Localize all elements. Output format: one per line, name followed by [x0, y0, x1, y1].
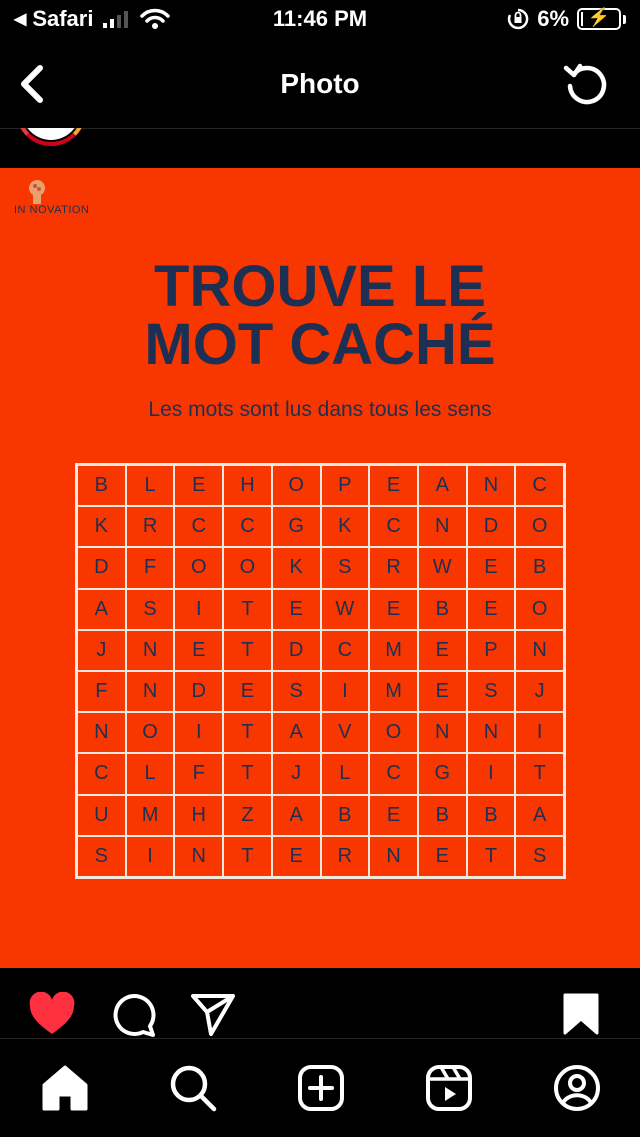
- grid-cell: T: [467, 836, 516, 877]
- grid-cell: R: [321, 836, 370, 877]
- grid-cell: I: [467, 753, 516, 794]
- grid-cell: A: [272, 795, 321, 836]
- status-bar: [0, 0, 640, 40]
- grid-cell: E: [369, 465, 418, 506]
- grid-cell: K: [321, 506, 370, 547]
- tab-search[interactable]: [168, 1063, 218, 1113]
- comment-button[interactable]: [110, 992, 156, 1043]
- grid-cell: R: [126, 506, 175, 547]
- grid-cell: L: [126, 753, 175, 794]
- grid-cell: V: [321, 712, 370, 753]
- grid-cell: O: [126, 712, 175, 753]
- grid-cell: C: [77, 753, 126, 794]
- grid-cell: D: [272, 630, 321, 671]
- charging-bolt-icon: ⚡: [587, 7, 611, 27]
- tab-reels[interactable]: [424, 1063, 474, 1113]
- grid-cell: C: [321, 630, 370, 671]
- grid-cell: T: [223, 630, 272, 671]
- grid-cell: O: [223, 547, 272, 588]
- grid-cell: D: [77, 547, 126, 588]
- grid-cell: N: [467, 712, 516, 753]
- grid-cell: I: [174, 712, 223, 753]
- tab-profile[interactable]: [552, 1063, 602, 1113]
- grid-cell: W: [321, 589, 370, 630]
- post-title: [0, 254, 640, 377]
- post-title-line2: MOT CACHÉ: [144, 312, 496, 377]
- grid-cell: O: [272, 465, 321, 506]
- grid-cell: H: [174, 795, 223, 836]
- grid-cell: F: [77, 671, 126, 712]
- like-button[interactable]: [28, 992, 76, 1041]
- grid-cell: O: [369, 712, 418, 753]
- grid-cell: B: [515, 547, 564, 588]
- grid-cell: N: [418, 712, 467, 753]
- orientation-lock-icon: [507, 8, 529, 30]
- grid-cell: D: [467, 506, 516, 547]
- grid-cell: S: [321, 547, 370, 588]
- brand-logo: [14, 178, 104, 222]
- grid-cell: T: [223, 589, 272, 630]
- grid-cell: B: [77, 465, 126, 506]
- page-title: Photo: [280, 68, 360, 99]
- grid-cell: U: [77, 795, 126, 836]
- grid-cell: S: [272, 671, 321, 712]
- battery-icon: [577, 8, 621, 30]
- grid-cell: J: [272, 753, 321, 794]
- grid-cell: C: [369, 506, 418, 547]
- grid-cell: L: [321, 753, 370, 794]
- bookmark-icon: [562, 992, 600, 1036]
- profile-icon: [552, 1063, 602, 1113]
- grid-cell: E: [369, 589, 418, 630]
- grid-cell: G: [272, 506, 321, 547]
- grid-cell: G: [418, 753, 467, 794]
- grid-cell: I: [174, 589, 223, 630]
- grid-cell: C: [223, 506, 272, 547]
- word-search-grid: [75, 463, 566, 879]
- search-icon: [168, 1063, 218, 1113]
- post-title-line1: TROUVE LE: [154, 254, 486, 319]
- grid-cell: B: [418, 589, 467, 630]
- grid-cell: M: [369, 630, 418, 671]
- grid-cell: P: [467, 630, 516, 671]
- grid-cell: J: [515, 671, 564, 712]
- bottom-tab-bar: [0, 1038, 640, 1137]
- refresh-button[interactable]: [562, 60, 610, 108]
- grid-cell: P: [321, 465, 370, 506]
- back-app-label: Safari: [32, 6, 94, 31]
- grid-cell: T: [223, 836, 272, 877]
- grid-cell: I: [321, 671, 370, 712]
- grid-cell: E: [174, 630, 223, 671]
- clock: 11:46 PM: [272, 6, 368, 31]
- grid-cell: W: [418, 547, 467, 588]
- grid-cell: A: [272, 712, 321, 753]
- post-subtitle: Les mots sont lus dans tous les sens: [148, 398, 492, 421]
- avatar[interactable]: [16, 128, 88, 152]
- grid-cell: N: [174, 836, 223, 877]
- grid-cell: N: [467, 465, 516, 506]
- grid-cell: N: [77, 712, 126, 753]
- logo-text: IN NOVATION: [14, 204, 90, 216]
- grid-cell: M: [126, 795, 175, 836]
- grid-cell: N: [126, 630, 175, 671]
- grid-cell: O: [515, 506, 564, 547]
- grid-cell: N: [515, 630, 564, 671]
- grid-cell: Z: [223, 795, 272, 836]
- post-image[interactable]: [0, 168, 640, 968]
- grid-cell: T: [223, 712, 272, 753]
- grid-cell: B: [467, 795, 516, 836]
- grid-cell: C: [369, 753, 418, 794]
- grid-cell: A: [418, 465, 467, 506]
- grid-cell: E: [369, 795, 418, 836]
- grid-cell: K: [272, 547, 321, 588]
- grid-cell: N: [369, 836, 418, 877]
- grid-cell: B: [418, 795, 467, 836]
- battery-percent: 6%: [537, 6, 569, 31]
- status-right: [507, 6, 626, 32]
- grid-cell: T: [223, 753, 272, 794]
- grid-cell: N: [418, 506, 467, 547]
- grid-cell: S: [515, 836, 564, 877]
- grid-cell: E: [467, 589, 516, 630]
- grid-cell: A: [77, 589, 126, 630]
- grid-cell: I: [515, 712, 564, 753]
- grid-cell: A: [515, 795, 564, 836]
- save-button[interactable]: [562, 992, 600, 1041]
- refresh-icon: [562, 60, 610, 108]
- grid-cell: J: [77, 630, 126, 671]
- grid-cell: I: [126, 836, 175, 877]
- grid-cell: T: [515, 753, 564, 794]
- grid-cell: E: [272, 589, 321, 630]
- grid-cell: B: [321, 795, 370, 836]
- grid-cell: E: [467, 547, 516, 588]
- grid-cell: L: [126, 465, 175, 506]
- grid-cell: C: [174, 506, 223, 547]
- heart-icon: [28, 992, 76, 1036]
- comment-icon: [110, 992, 156, 1038]
- grid-cell: E: [174, 465, 223, 506]
- grid-cell: D: [174, 671, 223, 712]
- grid-cell: E: [418, 836, 467, 877]
- tab-create[interactable]: [296, 1063, 346, 1113]
- create-icon: [296, 1063, 346, 1113]
- grid-cell: O: [174, 547, 223, 588]
- tab-home[interactable]: [40, 1063, 90, 1113]
- grid-cell: F: [174, 753, 223, 794]
- reels-icon: [424, 1063, 474, 1113]
- back-arrow-icon: ◀: [14, 11, 27, 28]
- post-actions: [0, 968, 640, 1038]
- grid-cell: O: [515, 589, 564, 630]
- grid-cell: S: [467, 671, 516, 712]
- grid-cell: C: [515, 465, 564, 506]
- grid-cell: S: [126, 589, 175, 630]
- grid-cell: E: [418, 630, 467, 671]
- grid-cell: R: [369, 547, 418, 588]
- grid-cell: F: [126, 547, 175, 588]
- grid-cell: H: [223, 465, 272, 506]
- share-button[interactable]: [190, 992, 236, 1041]
- grid-cell: E: [272, 836, 321, 877]
- send-icon: [190, 992, 236, 1036]
- grid-cell: S: [77, 836, 126, 877]
- grid-cell: E: [223, 671, 272, 712]
- home-icon: [40, 1063, 90, 1113]
- grid-cell: K: [77, 506, 126, 547]
- story-ring: [16, 128, 86, 146]
- battery-nub: [623, 15, 626, 24]
- grid-cell: N: [126, 671, 175, 712]
- grid-cell: M: [369, 671, 418, 712]
- grid-cell: E: [418, 671, 467, 712]
- nav-bar: [0, 40, 640, 129]
